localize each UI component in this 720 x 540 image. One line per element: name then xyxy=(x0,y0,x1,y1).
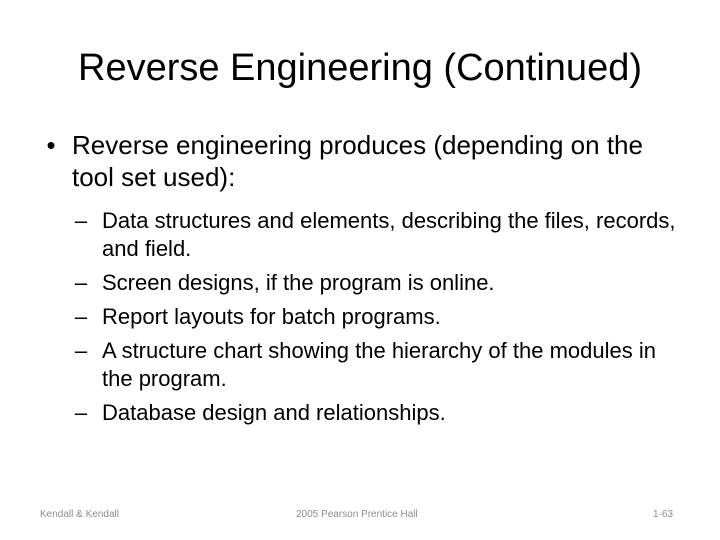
sub-bullet-item xyxy=(66,303,686,331)
sub-bullet-item xyxy=(66,337,686,393)
sub-bullet-item xyxy=(66,399,686,427)
sub-bullet-list xyxy=(66,207,686,427)
bullet-item xyxy=(36,129,686,193)
sub-bullet-text: A structure chart showing the hierarchy of the modules in the program. xyxy=(102,338,656,391)
bullet-text: Reverse engineering produces (depending on the tool set used): xyxy=(72,130,643,192)
dash-marker: – xyxy=(74,338,88,363)
sub-bullet-text: Data structures and elements, describing the files, records, and field. xyxy=(102,208,676,261)
footer-copyright: 2005 Pearson Prentice Hall xyxy=(296,509,418,520)
sub-bullet-text: Report layouts for batch programs. xyxy=(102,304,441,329)
slide-title: Reverse Engineering (Continued) xyxy=(78,47,642,89)
sub-bullet-item xyxy=(66,207,686,263)
sub-bullet-item xyxy=(66,269,686,297)
dash-marker: – xyxy=(74,304,88,329)
sub-bullet-text: Screen designs, if the program is online. xyxy=(102,270,495,295)
slide-content xyxy=(36,129,686,433)
bullet-marker: • xyxy=(46,130,56,160)
footer-page-number: 1-63 xyxy=(653,509,674,520)
dash-marker: – xyxy=(74,208,88,233)
dash-marker: – xyxy=(74,400,88,425)
sub-bullet-text: Database design and relationships. xyxy=(102,400,446,425)
footer-author: Kendall & Kendall xyxy=(40,509,119,520)
dash-marker: – xyxy=(74,270,88,295)
